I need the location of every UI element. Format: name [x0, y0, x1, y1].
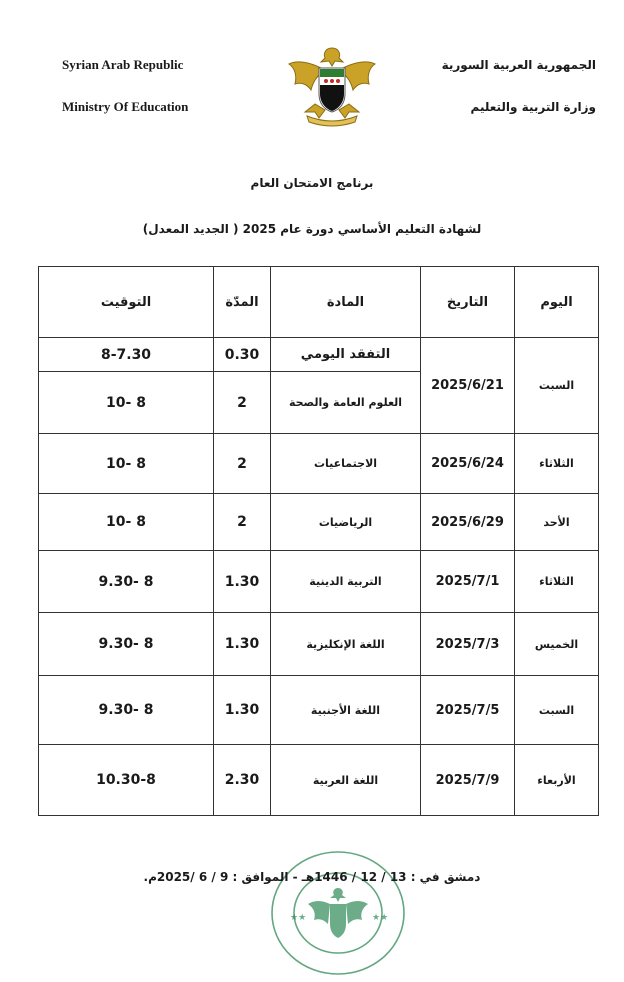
time-cell: 9.30- 8 [39, 613, 214, 676]
header-day: اليوم [515, 267, 599, 338]
exam-schedule-table [38, 266, 599, 816]
duration-cell: 0.30 [214, 338, 271, 372]
time-cell: 9.30- 8 [39, 676, 214, 745]
header-en-ministry: Ministry Of Education [62, 99, 189, 114]
svg-text:★★: ★★ [290, 913, 307, 923]
table-header-row [39, 267, 599, 338]
day-cell: الثلاثاء [515, 434, 599, 494]
table-row [39, 613, 599, 676]
subject-cell: التفقد اليومي [271, 338, 421, 372]
day-cell: السبت [515, 338, 599, 434]
table-row [39, 676, 599, 745]
date-cell: 2025/6/21 [421, 338, 515, 434]
ministry-stamp-icon [268, 848, 408, 978]
header-date: التاريخ [421, 267, 515, 338]
day-cell: الثلاثاء [515, 551, 599, 613]
date-cell: 2025/6/29 [421, 494, 515, 551]
table-row [39, 745, 599, 816]
duration-cell: 2 [214, 372, 271, 434]
table-row [39, 494, 599, 551]
subject-cell: اللغة العربية [271, 745, 421, 816]
header-time: التوقيت [39, 267, 214, 338]
day-cell: الخميس [515, 613, 599, 676]
day-cell: الأربعاء [515, 745, 599, 816]
table-row [39, 338, 599, 372]
duration-cell: 1.30 [214, 676, 271, 745]
time-cell: 10- 8 [39, 434, 214, 494]
subject-cell: اللغة الإنكليزية [271, 613, 421, 676]
time-cell: 10- 8 [39, 372, 214, 434]
header-en-country: Syrian Arab Republic [62, 57, 184, 72]
subject-cell: الاجتماعيات [271, 434, 421, 494]
subject-cell: العلوم العامة والصحة [271, 372, 421, 434]
header-duration: المدّة [214, 267, 271, 338]
time-cell: 10.30-8 [39, 745, 214, 816]
header-ar-country: الجمهورية العربية السورية [441, 58, 596, 72]
subject-cell: اللغة الأجنبية [271, 676, 421, 745]
header-ar-ministry: وزارة التربية والتعليم [470, 100, 596, 114]
date-cell: 2025/7/5 [421, 676, 515, 745]
subject-cell: الرياضيات [271, 494, 421, 551]
duration-cell: 2.30 [214, 745, 271, 816]
date-cell: 2025/7/1 [421, 551, 515, 613]
duration-cell: 1.30 [214, 613, 271, 676]
issue-date-line: دمشق في : 13 / 12 / 1446هـ - الموافق : 9 / 6 /2025م. [143, 870, 481, 884]
header-subject: المادة [271, 267, 421, 338]
program-title: برنامج الامتحان العام [250, 176, 374, 190]
table-row [39, 551, 599, 613]
duration-cell: 2 [214, 494, 271, 551]
eagle-emblem-icon [285, 42, 379, 132]
table-row [39, 434, 599, 494]
program-subtitle: لشهادة التعليم الأساسي دورة عام 2025 ( الجديد المعدل) [142, 222, 482, 236]
time-cell: 8-7.30 [39, 338, 214, 372]
duration-cell: 2 [214, 434, 271, 494]
time-cell: 9.30- 8 [39, 551, 214, 613]
day-cell: السبت [515, 676, 599, 745]
time-cell: 10- 8 [39, 494, 214, 551]
date-cell: 2025/6/24 [421, 434, 515, 494]
duration-cell: 1.30 [214, 551, 271, 613]
date-cell: 2025/7/9 [421, 745, 515, 816]
svg-text:★★: ★★ [372, 913, 389, 923]
day-cell: الأحد [515, 494, 599, 551]
date-cell: 2025/7/3 [421, 613, 515, 676]
subject-cell: التربية الدينية [271, 551, 421, 613]
